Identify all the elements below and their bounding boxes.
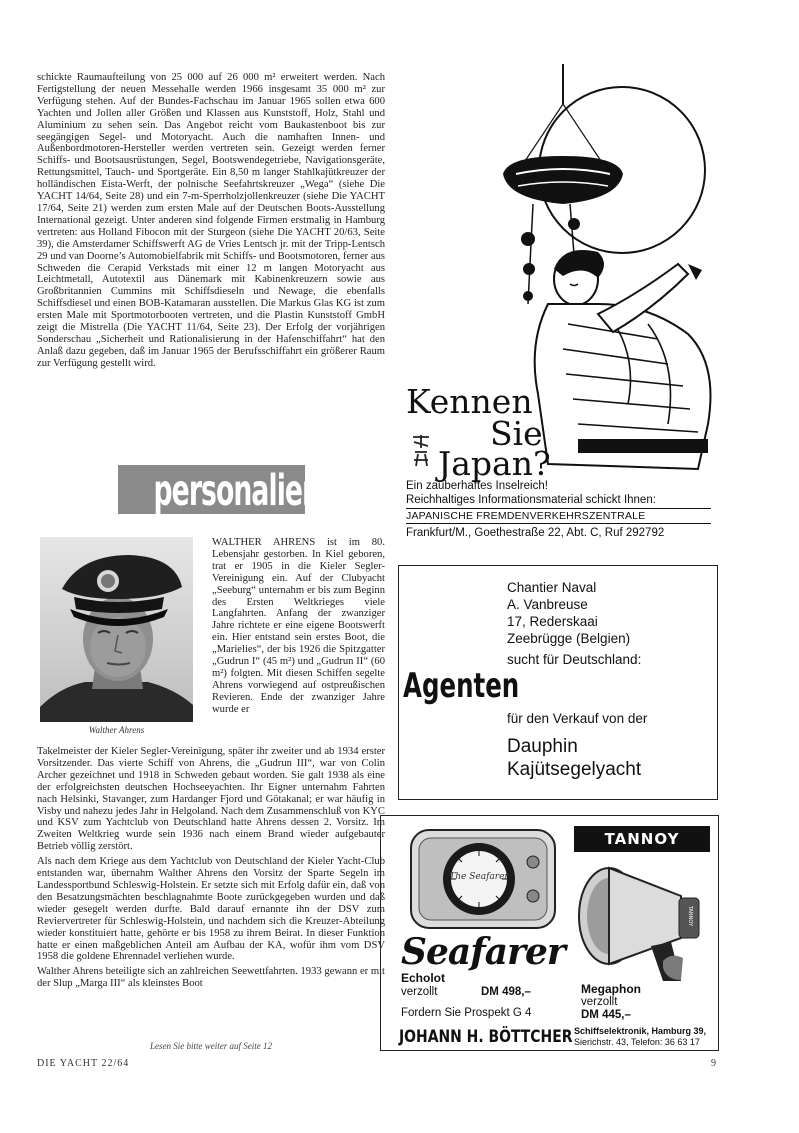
divider — [406, 508, 711, 509]
echolot-verzollt: verzollt — [401, 986, 438, 998]
company-seeking: sucht für Deutschland: — [507, 652, 642, 667]
japan-headline: Japan? — [438, 444, 551, 483]
company-name: Chantier Naval — [507, 580, 597, 595]
echolot-dial-label: The Seafarer — [449, 872, 509, 882]
megaphone-icon — [571, 856, 711, 986]
chantier-naval-ad — [398, 565, 718, 800]
article-text-top — [37, 72, 385, 370]
prospekt-request: Fordern Sie Prospekt G 4 — [401, 1007, 532, 1019]
product-type: Kajütsegelyacht — [507, 759, 642, 780]
company-owner: A. Vanbreuse — [507, 597, 588, 612]
obituary-paragraph-3: Walther Ahrens beteiligte sich an zahlreichen Seewettfahrten. 1933 gewann er mit der Slup „Marga III“ als kleinstes Boot — [37, 966, 385, 990]
echolot-device-icon — [409, 824, 557, 934]
obituary-text — [37, 746, 385, 990]
divider — [406, 523, 711, 524]
seafarer-ad — [380, 815, 719, 1051]
kanji-icon — [410, 434, 432, 468]
magazine-issue: DIE YACHT 22/64 — [37, 1058, 130, 1069]
article-paragraph: schickte Raumaufteilung von 25 000 auf 26 000 m² erweitert werden. Nach Fertigstellung der neuen Messehalle werden 1966 insgesamt 35 000 m² zur Verfügung stehen. Auf der Bundes-Fachschau im Januar 1965 sollen etwa 600 Yachten und Jollen aller Größen und Klassen aus Kunststoff, Holz, Stahl und Aluminium zu sehen sein. Das Angebot reicht vom Baukastenboot bis zur seegängigen Segel- und Motoryacht. Auch die namhaften Innen- und Außenbordmotoren-Hersteller werden vertreten sein. Gezeigt werden ferner Schiffs- und Bootsausrüstungen, Segel, Bootswendegetriebe, Navigationsgeräte, Rettungsmittel, Tauch- und Sportgeräte. Ein 8,50 m langer Stahlkajütkreuzer der holländischen Eista-Werft, der polnische Seefahrtskreuzer „Wega“ (siehe Die YACHT 14/64, Seite 28) und ein 7-m-Sperrholzjollenkreuzer (siehe Die YACHT 17/64, Seite 21) werden zum ersten Male auf der Deutschen Boots-Ausstellung International gezeigt. Unter anderen sind folgende Firmen erstmalig in Hamburg vertreten: aus Holland Fibocon mit der Sturgeon (siehe Die YACHT 20/63, Seite 39), die Amsterdamer Schiffswerft AG de Vries Lentsch jr. mit der Tripp-Lentsch 29 und van Doorne’s Automobielfabrik mit Schiffs- und Bootsmotoren, ferner aus Schweden die Cerapid Verkstads mit einer 12 m langen Motoryacht aus Leichtmetall, Autotextil aus Dänemark mit Kabinenkreuzern sowie aus Großbritannien Cummins mit Schiffsdieseln und Newage, die ebenfalls Schiffsdiesel und einen BOB-Katamaran ausstellen. Die Markus Glas KG ist zum ersten Male mit Sportmotorbooten vertreten, und die Plastin Kunststoff GmbH zeigt die Mistrella (Die YACHT 11/64, Seite 23). Der Erfolg der vorjährigen Sonderschau „Sicherheit und Rationalisierung in der Hafenschiffahrt“ hat den Anlaß dazu gegeben, daß im Januar 1965 der Berufsschiffahrt ein größerer Raum zur Verfügung gestellt wird. — [37, 72, 385, 369]
continued-note: Lesen Sie bitte weiter auf Seite 12 — [150, 1041, 272, 1051]
portrait-illustration — [40, 537, 193, 722]
japan-info-line: Reichhaltiges Informationsmaterial schickt Ihnen: — [406, 494, 656, 506]
personalien-banner — [118, 465, 321, 516]
obituary-side-text: WALTHER AHRENS ist im 80. Lebensjahr gestorben. In Kiel geboren, trat er 1905 in die Kieler Segler-Vereinigung ein. Auf der Clubyacht „Seeburg“ unternahm er bis zum Beginn des Ersten Weltkrieges viele Langfahrten. Anfang der zwanziger Jahre richtete er eine eigene Bootswerft ein. Hier entstand sein erstes Boot, die „Marielies“, der bis 1926 die Spitzgatter „Gudrun I“ (45 m²) und „Gudrun II“ (60 m²) folgten. Mit diesen Schiffen segelte Ahrens vorwiegend auf ostpreußischen Revieren. Ende der zwanziger Jahre wurde er — [212, 537, 385, 715]
kennen-headline: Kennen — [406, 382, 533, 421]
sie-headline: Sie — [490, 414, 543, 453]
product-name: Dauphin — [507, 736, 578, 757]
company-address-line2: Sierichstr. 43, Telefon: 36 63 17 — [574, 1037, 700, 1047]
company-name: JOHANN H. BÖTTCHER — [399, 1027, 573, 1047]
portrait-photo — [40, 537, 193, 722]
seafarer-logo: Seafarer — [401, 931, 565, 973]
chantier-description: für den Verkauf von der — [507, 711, 648, 726]
echolot-price: DM 498,– — [481, 986, 531, 998]
echolot-title: Echolot — [401, 971, 445, 985]
japan-tourism-ad — [398, 64, 728, 544]
portrait-caption: Walther Ahrens — [88, 725, 145, 735]
tannoy-logo: TANNOY — [574, 826, 710, 852]
obituary-paragraph-1: Takelmeister der Kieler Segler-Vereinigung, später ihr zweiter und ab 1934 erster Vorsitzender. Das vierte Schiff von Ahrens, die „Gudrun III“, war von Colin Archer gezeichnet und 1918 in Schweden gebaut worden. Sie galt 1938 als eine der erfolgreichsten deutschen Hochseeyachten. Ihr Eigner unternahm Fahrten nach Helsinki, Stavanger, zum Hardanger Fjord und Götakanal; er war häufig in Visby und nahezu jedes Jahr in Helgoland. Nach dem Zusammenschluß von KYC und KSV zum Yachtclub von Deutschland hatte Ahrens dessen 2. Vorsitz. Im Zweiten Weltkrieg wurde sein 1936 nach einem Brand wieder aufgebauter Betrieb völlig zerstört. — [37, 746, 385, 853]
company-street: 17, Rederskaai — [507, 614, 598, 629]
company-address-line1: Schiffselektronik, Hamburg 39, — [574, 1026, 707, 1036]
megaphon-verzollt: verzollt — [581, 996, 618, 1008]
japanese-woodcut-illustration — [398, 64, 728, 484]
kanji-mark — [410, 434, 434, 472]
obituary-paragraph-2: Als nach dem Kriege aus dem Yachtclub von Deutschland der Kieler Yacht-Club entstanden war, übernahm Walther Ahrens den Vorsitz der Sparte Segeln im Landessportbund Schleswig-Holstein. Er setzte sich mit Erfolg dafür ein, daß von den Besatzungsmächten beschlagnahmte Boote zurückgegeben wurden und daß wieder gesegelt werden durfte. Bald darauf ernannte ihn der DSV zum Reviervertreter für Schleswig-Holstein, und nachdem sich die Kreuzer-Abteilung wieder konstituiert hatte, gehörte er bis 1958 zu ihrem Beirat. In dieser Funktion hatte er einen maßgeblichen Anteil am Aufbau der KA, wofür ihm vom DSV 1958 die goldene Ehrennadel verliehen wurde. — [37, 856, 385, 963]
megaphone-brand-label: TANNOY — [687, 905, 693, 927]
japan-address: Frankfurt/M., Goethestraße 22, Abt. C, Ruf 292792 — [406, 527, 665, 539]
megaphon-title: Megaphon — [581, 982, 641, 996]
page-number: 9 — [711, 1058, 716, 1069]
company-city: Zeebrügge (Belgien) — [507, 631, 631, 646]
megaphon-price: DM 445,– — [581, 1009, 631, 1021]
personalien-title: personalien — [153, 466, 321, 516]
agenten-headline: Agenten — [403, 666, 520, 706]
japan-organization: JAPANISCHE FREMDENVERKEHRSZENTRALE — [406, 510, 646, 522]
japan-tagline: Ein zauberhaftes Inselreich! — [406, 480, 548, 492]
